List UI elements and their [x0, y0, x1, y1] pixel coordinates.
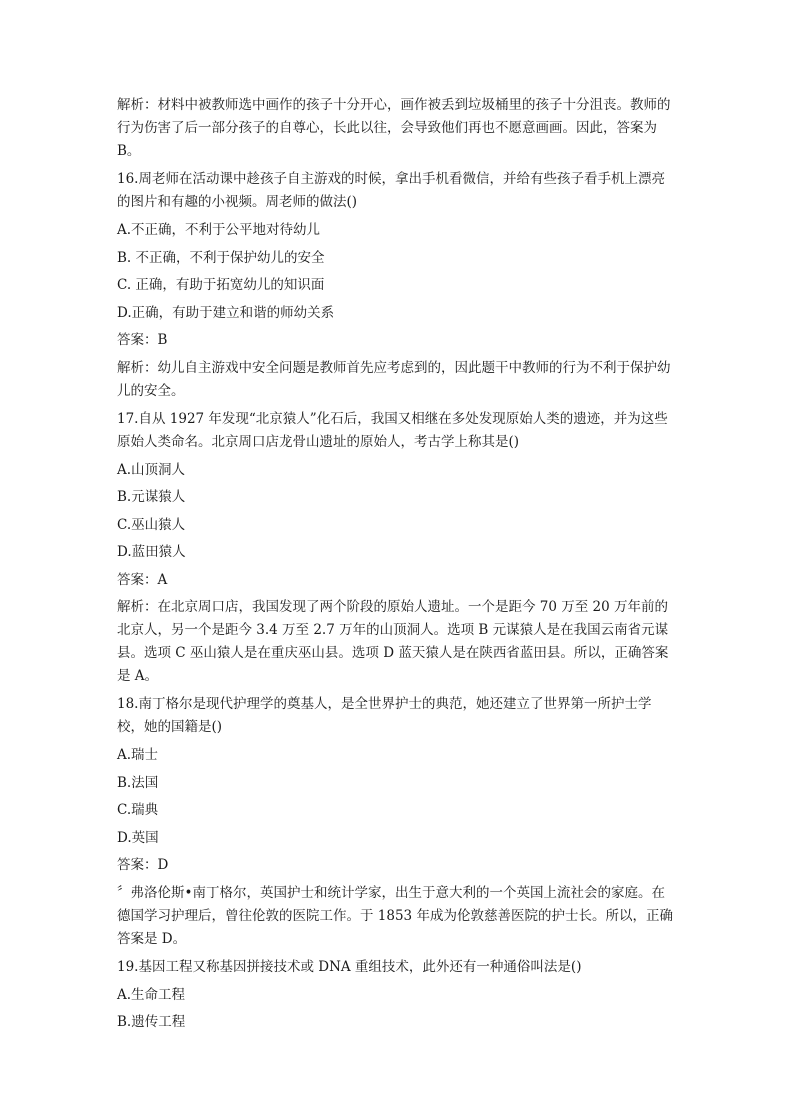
question-17: 17.自从 1927 年发现“北京猿人”化石后，我国又相继在多处发现原始人类的遗迹，并为这些原始人类命名。北京周口店龙骨山遗址的原始人，考古学上称其是(): [117, 410, 668, 450]
option-b: B.元谋猿人: [117, 489, 186, 505]
option-d: D.蓝田猿人: [117, 544, 186, 560]
option-c: C.瑞典: [117, 802, 159, 818]
option-d: D.英国: [117, 829, 159, 846]
option-a: A.不正确，不利于公平地对待幼儿: [117, 222, 321, 238]
option-b: B.法国: [117, 774, 159, 791]
option-a: A.瑞士: [117, 747, 159, 763]
option-a: A.生命工程: [117, 986, 186, 1003]
option-b: B. 不正确，不利于保护幼儿的安全: [117, 249, 325, 266]
analysis-18: 〞弗洛伦斯•南丁格尔，英国护士和统计学家，出生于意大利的一个英国上流社会的家庭。在德国学习护理后，曾往伦敦的医院工作。于 1853 年成为伦敦慈善医院的护士长。所以，正确答案是 D。: [117, 884, 673, 947]
option-d: D.正确，有助于建立和谐的师幼关系: [117, 304, 335, 321]
answer-18: 答案：D: [117, 857, 169, 873]
option-c: C.巫山猿人: [117, 516, 186, 533]
option-a: A.山顶洞人: [117, 461, 186, 478]
analysis-paragraph: 解析：材料中被教师选中画作的孩子十分开心，画作被丢到垃圾桶里的孩子十分沮丧。教师的行为伤害了后一部分孩子的自尊心，长此以往，会导致他们再也不愿意画画。因此，答案为 B。: [117, 97, 671, 159]
analysis-17: 解析：在北京周口店，我国发现了两个阶段的原始人遗址。一个是距今 70 万至 20 万年前的北京人，另一个是距今 3.4 万至 2.7 万年的山顶洞人。选项 B 元谋猿人是在我国云南省元谋县。选项 C 巫山猿人是在重庆巫山县。选项 D 蓝天猿人是在陕西省蓝田县。所以，正确答案是 A。: [117, 599, 669, 684]
answer-17: 答案：A: [117, 571, 168, 588]
answer-16: 答案：B: [117, 332, 168, 348]
question-18: 18.南丁格尔是现代护理学的奠基人，是全世界护士的典范，她还建立了世界第一所护士学校，她的国籍是(): [117, 696, 652, 735]
document-page: [117, 94, 677, 1039]
option-b: B.遗传工程: [117, 1014, 186, 1030]
question-19: 19.基因工程又称基因拼接技术或 DNA 重组技术，此外还有一种通俗叫法是(): [117, 958, 582, 975]
option-c: C. 正确，有助于拓宽幼儿的知识面: [117, 277, 325, 293]
question-16: 16.周老师在活动课中趁孩子自主游戏的时候，拿出手机看微信，并给有些孩子看手机上漂亮的图片和有趣的小视频。周老师的做法(): [117, 171, 665, 210]
analysis-16: 解析：幼儿自主游戏中安全问题是教师首先应考虑到的，因此题干中教师的行为不利于保护幼儿的安全。: [117, 359, 671, 399]
